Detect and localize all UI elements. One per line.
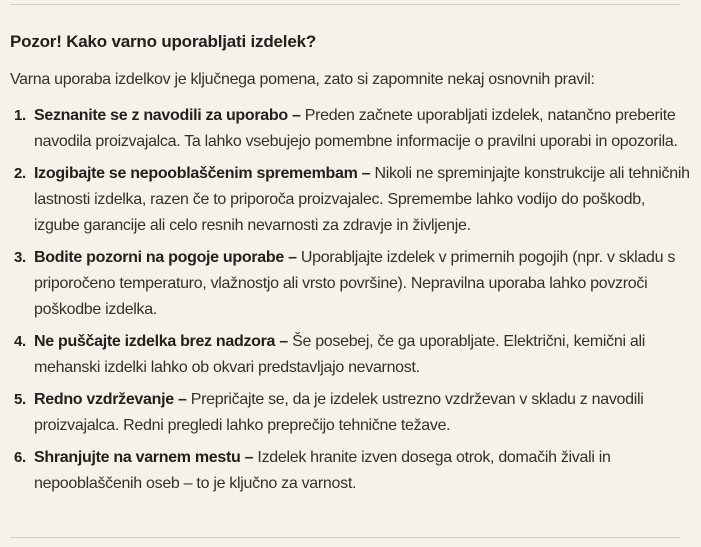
rule-number: 5. — [14, 391, 26, 408]
rule-text — [34, 329, 691, 381]
intro-paragraph: Varna uporaba izdelkov je ključnega pomena, zato si zapomnite nekaj osnovnih pravil: — [10, 71, 595, 88]
list-item — [10, 387, 691, 439]
rule-separator: – — [288, 249, 297, 266]
rule-body: Izdelek hranite izven dosega otrok, domačih živali in nepooblaščenih oseb – to je ključno za varnost. — [34, 449, 611, 492]
page-title: Pozor! Kako varno uporabljati izdelek? — [10, 32, 317, 51]
rule-body: Uporabljajte izdelek v primernih pogojih (npr. v skladu s priporočeno temperaturo, vlažnostjo ali vrsto površine). Nepravilna uporaba lahko povzroči poškodbe izdelka. — [34, 249, 676, 318]
rule-number: 4. — [14, 333, 26, 350]
rule-body: Prepričajte se, da je izdelek ustrezno vzdrževan v skladu z navodili proizvajalca. Redni pregledi lahko preprečijo tehnične težave. — [34, 391, 644, 434]
rule-number: 2. — [14, 165, 26, 182]
rule-title: Bodite pozorni na pogoje uporabe — [34, 249, 284, 266]
list-item — [10, 103, 691, 155]
rule-text — [34, 245, 691, 323]
rule-title: Izogibajte se nepooblaščenim spremembam — [34, 165, 358, 182]
list-item — [10, 329, 691, 381]
rule-body: Nikoli ne spreminjajte konstrukcije ali tehničnih lastnosti izdelka, razen če to priporoča proizvajalec. Spremembe lahko vodijo do poškodb, izgube garancije ali celo resnih nevarnosti za zdravje in življenje. — [34, 165, 690, 234]
rule-separator: – — [292, 107, 301, 124]
rule-text — [34, 161, 691, 239]
rule-number: 3. — [14, 249, 26, 266]
rule-title: Seznanite se z navodili za uporabo — [34, 107, 288, 124]
rule-text — [34, 445, 691, 497]
rule-number: 1. — [14, 107, 26, 124]
bottom-divider — [10, 537, 680, 538]
rule-title: Ne puščajte izdelka brez nadzora — [34, 333, 276, 350]
rule-text — [34, 387, 691, 439]
rule-number: 6. — [14, 449, 26, 466]
list-item — [10, 445, 691, 497]
list-item — [10, 161, 691, 239]
rule-body: Preden začnete uporabljati izdelek, natančno preberite navodila proizvajalca. Ta lahko vsebujejo pomembne informacije o pravilni uporabi in opozorila. — [34, 107, 678, 150]
rule-separator: – — [279, 333, 288, 350]
rule-body: Še posebej, če ga uporabljate. Električni, kemični ali mehanski izdelki lahko ob okvari predstavljajo nevarnost. — [34, 333, 645, 376]
rule-separator: – — [244, 449, 254, 466]
content-area — [10, 0, 691, 503]
rule-text — [34, 103, 691, 155]
rule-separator: – — [361, 165, 371, 182]
rule-title: Redno vzdrževanje — [34, 391, 174, 408]
rule-title: Shranjujte na varnem mestu — [34, 449, 241, 466]
safety-rules-list — [10, 103, 691, 497]
list-item — [10, 245, 691, 323]
rule-separator: – — [178, 391, 187, 408]
